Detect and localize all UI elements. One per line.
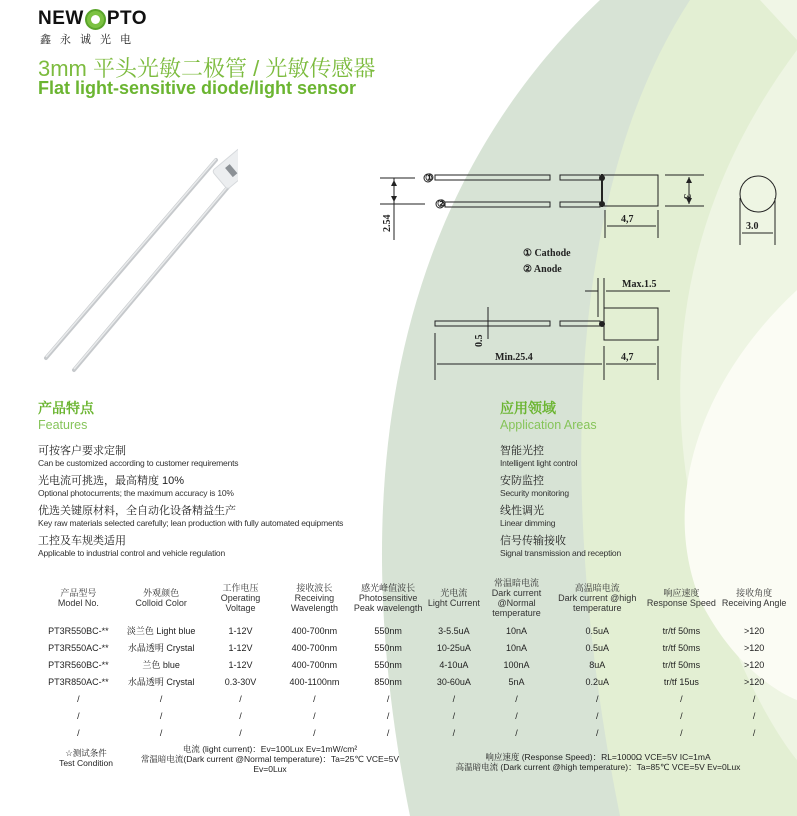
- cell: 8uA: [589, 659, 606, 670]
- condition-line: 电流 (light current)：Ev=100Lux Ev=1mW/cm²: [182, 744, 358, 754]
- feature-item-cn: 光电流可挑选，最高精度 10%: [38, 475, 185, 487]
- cell: 400-700nm: [291, 625, 338, 636]
- cell: /: [680, 727, 683, 738]
- cell: /: [515, 710, 518, 721]
- cell: /: [386, 710, 390, 721]
- cell: /: [239, 710, 242, 721]
- dim-body-length-bottom: 4,7: [621, 352, 634, 363]
- cell: /: [752, 727, 756, 738]
- dim-pitch: 2.54: [382, 214, 393, 232]
- application-item-cn: 安防监控: [500, 475, 544, 487]
- application-item-en: Linear dimming: [500, 518, 556, 528]
- cell: 550nm: [374, 642, 402, 653]
- application-item-en: Security monitoring: [500, 488, 569, 498]
- cell: /: [313, 693, 316, 704]
- cell: 400-700nm: [291, 642, 338, 653]
- table-row: [38, 690, 790, 707]
- cell: 100nA: [503, 659, 530, 670]
- cell: 400-1100nm: [289, 676, 340, 687]
- cell: tr/tf 50ms: [662, 625, 701, 636]
- feature-item-en: Can be customized according to customer requirements: [38, 458, 239, 468]
- feature-item-en: Key raw materials selected carefully; lean production with fully automated equipments: [38, 518, 344, 528]
- brand-logo: [38, 8, 147, 30]
- feature-item-cn: 优选关键原材料，全自动化设备精益生产: [38, 505, 236, 517]
- test-condition-label-en: Test Condition: [59, 758, 113, 768]
- col-header-voltage: 工作电压 Operating Voltage: [220, 583, 261, 613]
- cell: /: [159, 693, 163, 704]
- feature-item-cn: 可按客户要求定制: [38, 445, 126, 457]
- table-row: [38, 724, 790, 741]
- cell: /: [752, 693, 756, 704]
- cell: /: [515, 727, 518, 738]
- table-row: [38, 673, 790, 690]
- condition-line: 高温暗电流 (Dark current @high temperature)：Ta=85℃ VCE=5V Ev=0Lux: [455, 762, 741, 772]
- col-header-light-current: 光电流 Light Current: [427, 588, 480, 608]
- cell: >120: [743, 642, 765, 653]
- cell: >120: [743, 676, 765, 687]
- table-header-row: [38, 578, 790, 622]
- cell: 0.5uA: [585, 625, 609, 636]
- features-title-cn: 产品特点: [38, 400, 94, 416]
- cell: 0.2uA: [585, 676, 609, 687]
- cell: 兰色 blue: [142, 660, 180, 670]
- cell: /: [595, 693, 599, 704]
- applications-section: [500, 398, 790, 558]
- cell: PT3R550AC-**: [48, 642, 109, 653]
- application-item-cn: 智能光控: [500, 445, 544, 457]
- legend-anode: ② Anode: [523, 264, 562, 275]
- features-title-en: Features: [38, 418, 88, 432]
- features-section: [38, 398, 458, 558]
- cell: 10-25uA: [436, 642, 471, 653]
- dim-height: 3: [681, 194, 692, 199]
- cell: /: [77, 727, 80, 738]
- page-title-en: Flat light-sensitive diode/light sensor: [38, 78, 357, 98]
- cell: /: [680, 693, 683, 704]
- dim-lead-length: Min.25.4: [495, 352, 533, 363]
- dim-diameter: 3.0: [746, 221, 759, 232]
- cell: 4-10uA: [439, 659, 469, 670]
- brand-chinese-name: 鑫永诚光电: [40, 34, 140, 46]
- application-item-en: Intelligent light control: [500, 458, 578, 468]
- cell: 1-12V: [228, 625, 253, 636]
- cell: /: [239, 727, 242, 738]
- condition-line: 响应速度 (Response Speed)：RL=1000Ω VCE=5V IC=1mA: [485, 752, 711, 762]
- cell: 550nm: [374, 625, 402, 636]
- cell: /: [386, 727, 390, 738]
- table-row: [38, 639, 790, 656]
- cell: 0.5uA: [585, 642, 609, 653]
- cell: tr/tf 50ms: [662, 659, 701, 670]
- dimension-drawing: [370, 150, 790, 380]
- cell: PT3R850AC-**: [48, 676, 109, 687]
- logo-text-left: NEW: [38, 8, 84, 29]
- cell: /: [452, 727, 456, 738]
- dim-flange: Max.1.5: [622, 279, 657, 290]
- cell: /: [159, 727, 163, 738]
- cell: >120: [743, 625, 765, 636]
- cell: 30-60uA: [436, 676, 471, 687]
- condition-line: Ev=0Lux: [253, 764, 287, 774]
- cell: /: [77, 693, 80, 704]
- pin1-marker: ①: [425, 173, 434, 184]
- cell: tr/tf 15us: [663, 676, 699, 687]
- condition-line: 常温暗电流(Dark current @Normal temperature)：Ta=25℃ VCE=5V: [140, 754, 400, 764]
- cell: /: [77, 710, 80, 721]
- cell: 5nA: [508, 676, 525, 687]
- cell: /: [313, 727, 316, 738]
- col-header-peak-wavelength: 感光峰值波长 Photosensitive Peak wavelength: [353, 583, 423, 613]
- cell: 水晶透明 Crystal: [127, 643, 195, 653]
- feature-item-en: Optional photocurrents; the maximum accuracy is 10%: [38, 488, 234, 498]
- cell: >120: [743, 659, 765, 670]
- test-condition-right: [428, 752, 768, 772]
- cell: 10nA: [506, 625, 528, 636]
- logo-text-right: PTO: [106, 8, 148, 29]
- cell: 850nm: [374, 676, 402, 687]
- feature-item-cn: 工控及车规类适用: [38, 535, 126, 547]
- cell: /: [159, 710, 163, 721]
- cell: /: [515, 693, 518, 704]
- pin2-marker: ②: [437, 199, 446, 210]
- table-row: [38, 656, 790, 673]
- logo-o-icon: [85, 9, 106, 30]
- cell: 550nm: [374, 659, 402, 670]
- cell: /: [680, 710, 683, 721]
- cell: tr/tf 50ms: [662, 642, 701, 653]
- cell: /: [386, 693, 390, 704]
- spec-table: [38, 578, 790, 741]
- test-condition-label: [46, 748, 126, 768]
- col-header-color: 外观颜色 Colloid Color: [135, 588, 187, 608]
- cell: /: [595, 727, 599, 738]
- cell: 1-12V: [228, 642, 253, 653]
- cell: 0.3-30V: [224, 676, 257, 687]
- dim-lead: 0.5: [474, 334, 485, 347]
- page-title-cn: 3mm 平头光敏二极管 / 光敏传感器: [38, 56, 376, 81]
- cell: /: [452, 710, 456, 721]
- cell: 淡兰色 Light blue: [126, 626, 196, 636]
- product-photo: [38, 130, 238, 380]
- cell: /: [452, 693, 456, 704]
- col-header-receiving-wavelength: 接收波长 Receiving Wavelength: [290, 583, 339, 613]
- col-header-model: 产品型号 Model No.: [57, 588, 99, 608]
- application-item-cn: 线性调光: [500, 505, 544, 517]
- col-header-dark-current-high: 高温暗电流 Dark current @high temperature: [558, 583, 637, 613]
- cell: /: [595, 710, 599, 721]
- application-item-en: Signal transmission and reception: [500, 548, 621, 558]
- test-condition-left: [122, 744, 418, 774]
- legend-cathode: ① Cathode: [523, 248, 571, 259]
- feature-item-en: Applicable to industrial control and vehicle regulation: [38, 548, 225, 558]
- cell: /: [752, 710, 756, 721]
- col-header-receiving-angle: 接收角度 Receiving Angle: [721, 588, 787, 608]
- table-row: [38, 707, 790, 724]
- cell: 10nA: [506, 642, 528, 653]
- cell: PT3R560BC-**: [48, 659, 109, 670]
- applications-title-en: Application Areas: [500, 418, 597, 432]
- dim-body-length-top: 4,7: [621, 214, 634, 225]
- cell: 1-12V: [228, 659, 253, 670]
- application-item-cn: 信号传输接收: [500, 535, 566, 547]
- cell: 水晶透明 Crystal: [127, 677, 195, 687]
- applications-title-cn: 应用领域: [500, 400, 556, 416]
- col-header-dark-current-normal: 常温暗电流 Dark current @Normal temperature: [491, 578, 542, 618]
- cell: 400-700nm: [291, 659, 338, 670]
- table-row: [38, 622, 790, 639]
- cell: /: [313, 710, 316, 721]
- cell: /: [239, 693, 242, 704]
- test-condition-label-cn: ☆测试条件: [65, 748, 107, 758]
- col-header-response-speed: 响应速度 Response Speed: [646, 588, 716, 608]
- cell: PT3R550BC-**: [48, 625, 109, 636]
- cell: 3-5.5uA: [438, 625, 470, 636]
